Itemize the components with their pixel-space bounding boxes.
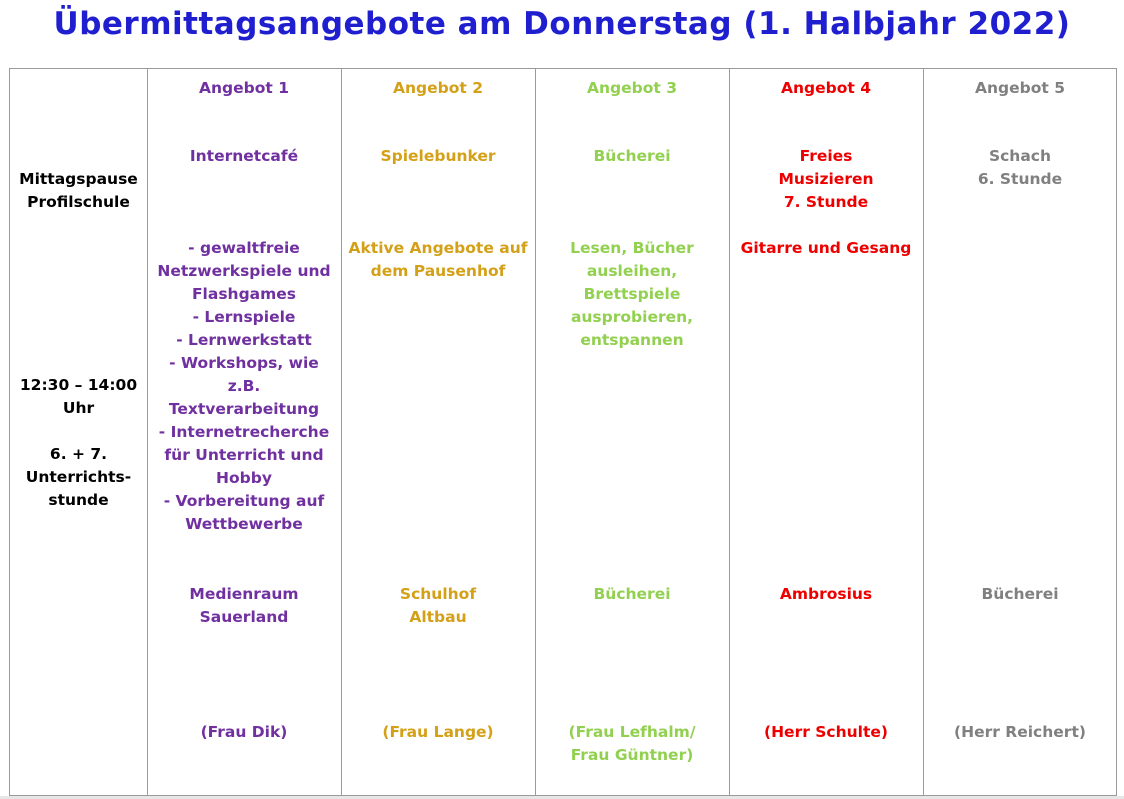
text-line: - Workshops, wie [169,354,319,372]
text-line: (Herr Schulte) [764,723,888,741]
text-line: - Lernspiele [192,308,296,326]
column-divider [341,69,342,795]
offer-name [147,145,341,168]
time-label [10,374,147,512]
text-line: Lesen, Bücher [570,239,694,257]
offer-teacher [341,721,535,744]
text-line [10,420,147,443]
offer-room [147,583,341,629]
text-line: Altbau [409,608,467,626]
text-line: für Unterricht und [164,446,324,464]
text-line: (Frau Lange) [382,723,494,741]
text-line: (Frau Dik) [200,723,288,741]
text-line: Ambrosius [779,585,873,603]
offer-header: Angebot 3 [587,79,677,97]
text-line: Flashgames [191,285,297,303]
text-line: Unterrichts- [25,468,132,486]
text-line: 6. Stunde [977,170,1063,188]
text-line: Hobby [216,469,272,487]
text-line: - gewaltfreie [188,239,300,257]
text-line: (Herr Reichert) [954,723,1086,741]
offer-teacher [923,721,1117,744]
text-line: ausleihen, [586,262,678,280]
text-line: ausprobieren, [570,308,694,326]
text-line: Schulhof [399,585,477,603]
offer-teacher [147,721,341,744]
schedule-table [9,68,1117,796]
offer-description [535,237,729,352]
text-line: 7. Stunde [783,193,869,211]
text-line: Gitarre und Gesang [740,239,912,257]
text-line: (Frau Lefhalm/ [568,723,696,741]
offer-header: Angebot 5 [975,79,1065,97]
offer-teacher [729,721,923,744]
text-line: 12:30 – 14:00 [19,376,138,394]
offer-teacher [535,721,729,767]
text-line: stunde [48,491,109,509]
offer-name [341,145,535,168]
text-line: Bücherei [593,147,671,165]
offer-header: Angebot 2 [393,79,483,97]
offer-name [729,145,923,214]
text-line: Uhr [62,399,95,417]
offer-description [341,237,535,283]
offer-description [147,237,341,536]
text-line: Frau Güntner) [570,746,694,764]
text-line: Textverarbeitung [168,400,320,418]
text-line: Wettbewerbe [185,515,303,533]
text-line: Spielebunker [380,147,496,165]
text-line: Musizieren [778,170,874,188]
offer-header: Angebot 1 [199,79,289,97]
offer-header: Angebot 4 [781,79,871,97]
text-line: z.B. [227,377,261,395]
offer-room [535,583,729,606]
text-line: Bücherei [981,585,1059,603]
lunch-break-label [10,168,147,214]
text-line: Freies [799,147,853,165]
text-line: Bücherei [593,585,671,603]
text-line: 6. + 7. [49,445,108,463]
text-line: Schach [988,147,1052,165]
offer-name [535,145,729,168]
text-line: Profilschule [27,193,130,211]
offer-description [729,237,923,260]
offer-room [923,583,1117,606]
offer-name [923,145,1117,191]
text-line: Aktive Angebote auf [348,239,528,257]
text-line: Internetcafé [189,147,299,165]
page-title: Übermittagsangebote am Donnerstag (1. Halbjahr 2022) [53,6,1071,42]
text-line: - Lernwerkstatt [176,331,312,349]
text-line: Sauerland [199,608,289,626]
text-line: Brettspiele [583,285,681,303]
text-line: Mittagspause [19,170,138,188]
text-line: Netzwerkspiele und [157,262,331,280]
text-line: Medienraum [189,585,299,603]
text-line: - Vorbereitung auf [163,492,325,510]
text-line: entspannen [580,331,684,349]
text-line: - Internetrecherche [158,423,330,441]
offer-room [341,583,535,629]
offer-room [729,583,923,606]
column-divider [535,69,536,795]
text-line: dem Pausenhof [370,262,506,280]
